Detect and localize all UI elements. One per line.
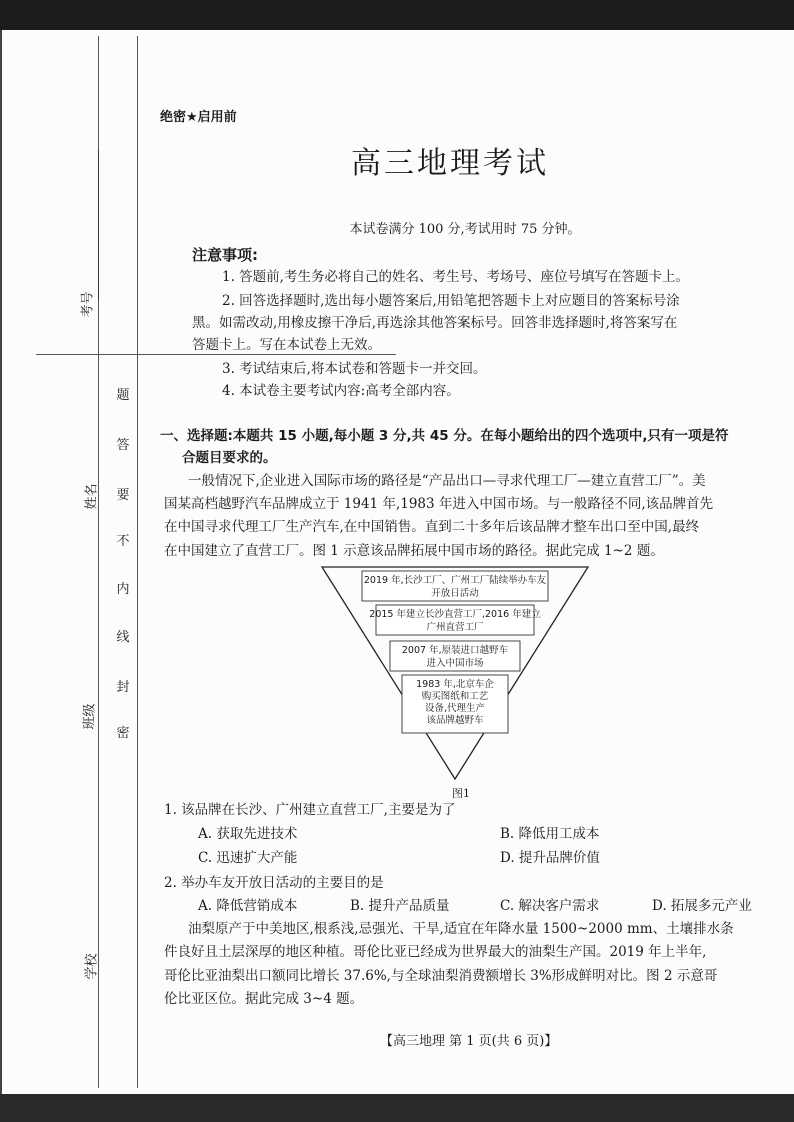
notice-heading: 注意事项:	[192, 246, 258, 264]
class-label: 班级	[82, 703, 98, 730]
level-text: 进入中国市场	[426, 658, 484, 669]
exam-no-fill-line	[98, 150, 99, 300]
binding-line-inner	[137, 36, 138, 1088]
page-title: 高三地理考试	[351, 146, 549, 181]
passage-line: 油梨原产于中美地区,根系浅,忌强光、干旱,适宜在年降水量 1500~2000 mm、土壤排水条	[188, 921, 734, 937]
level-text: 该品牌越野车	[426, 715, 484, 726]
page-footer: 【高三地理 第 1 页(共 6 页)】	[380, 1034, 558, 1049]
level-text: 2015 年建立长沙直营工厂,2016 年建立	[369, 609, 541, 620]
level-text: 2007 年,原装进口越野车	[401, 645, 509, 656]
seal-char: 密	[116, 726, 130, 741]
seal-char: 封	[116, 680, 130, 695]
seal-char: 线	[116, 630, 130, 645]
level-text: 设备,代理生产	[424, 703, 486, 714]
question-option: D. 提升品牌价值	[500, 850, 600, 866]
passage-line: 一般情况下,企业进入国际市场的路径是“产品出口—寻求代理工厂—建立直营工厂”。美	[188, 473, 706, 489]
passage-line: 哥伦比亚油梨出口额同比增长 37.6%,与全球油梨消费额增长 3%形成鲜明对比。图 2 示意哥	[164, 968, 718, 984]
exam-no-label: 考号	[80, 291, 96, 318]
question-stem: 2. 举办车友开放日活动的主要目的是	[164, 875, 384, 891]
notice-item: 3. 考试结束后,将本试卷和答题卡一并交回。	[222, 361, 487, 377]
section-heading-line: 合题目要求的。	[182, 450, 277, 466]
confidential-label: 绝密★启用前	[160, 110, 237, 125]
notice-item: 4. 本试卷主要考试内容:高考全部内容。	[222, 383, 460, 399]
seal-char: 要	[116, 488, 130, 503]
name-label: 姓名	[84, 483, 100, 510]
market-path-diagram	[320, 565, 590, 783]
figure-caption: 图1	[452, 787, 470, 800]
passage-line: 件良好且土层深厚的地区种植。哥伦比亚已经成为世界最大的油梨生产国。2019 年上半年,	[164, 944, 707, 960]
passage-line: 在中国建立了直营工厂。图 1 示意该品牌拓展中国市场的路径。据此完成 1~2 题。	[164, 543, 664, 559]
section-heading	[160, 425, 780, 469]
school-label: 学校	[84, 953, 100, 980]
seal-char: 不	[116, 534, 130, 549]
question-option: A. 降低营销成本	[198, 898, 298, 914]
question-stem: 1. 该品牌在长沙、广州建立直营工厂,主要是为了	[164, 802, 456, 818]
section-heading-line: 一、选择题:本题共 15 小题,每小题 3 分,共 45 分。在每小题给出的四个选项中,只有一项是符	[160, 428, 729, 444]
seal-char: 内	[116, 582, 130, 597]
question-option: A. 获取先进技术	[198, 826, 298, 842]
seal-char: 答	[116, 438, 130, 453]
seal-char: 题	[116, 388, 130, 403]
scan-top-edge	[0, 0, 794, 30]
scan-bottom-edge	[0, 1094, 794, 1122]
page-left-border	[0, 30, 2, 1094]
passage-line: 在中国寻求代理工厂生产汽车,在中国销售。直到二十多年后该品牌才整车出口至中国,最终	[164, 519, 700, 535]
passage-line: 国某高档越野汽车品牌成立于 1941 年,1983 年进入中国市场。与一般路径不同,该品牌首先	[164, 496, 714, 512]
exam-meta: 本试卷满分 100 分,考试用时 75 分钟。	[349, 222, 581, 237]
notice-item: 答题卡上。写在本试卷上无效。	[192, 337, 381, 353]
notice-item: 2. 回答选择题时,选出每小题答案后,用铅笔把答题卡上对应题目的答案标号涂	[222, 293, 680, 309]
notice-item: 黑。如需改动,用橡皮擦干净后,再选涂其他答案标号。回答非选择题时,将答案写在	[192, 315, 678, 331]
level-text: 购买图纸和工艺	[421, 691, 489, 702]
question-option: C. 解决客户需求	[500, 898, 600, 914]
passage-line: 伦比亚区位。据此完成 3~4 题。	[164, 991, 364, 1007]
level-text: 2019 年,长沙工厂、广州工厂陆续举办车友	[363, 575, 547, 586]
level-text: 广州直营工厂	[426, 622, 484, 633]
question-option: B. 降低用工成本	[500, 826, 600, 842]
level-text: 1983 年,北京车企	[416, 679, 494, 690]
question-option: C. 迅速扩大产能	[198, 850, 298, 866]
level-text: 开放日活动	[431, 588, 479, 599]
question-option: B. 提升产品质量	[350, 898, 450, 914]
question-option: D. 拓展多元产业	[652, 898, 752, 914]
notice-item: 1. 答题前,考生务必将自己的姓名、考生号、考场号、座位号填写在答题卡上。	[222, 269, 689, 285]
